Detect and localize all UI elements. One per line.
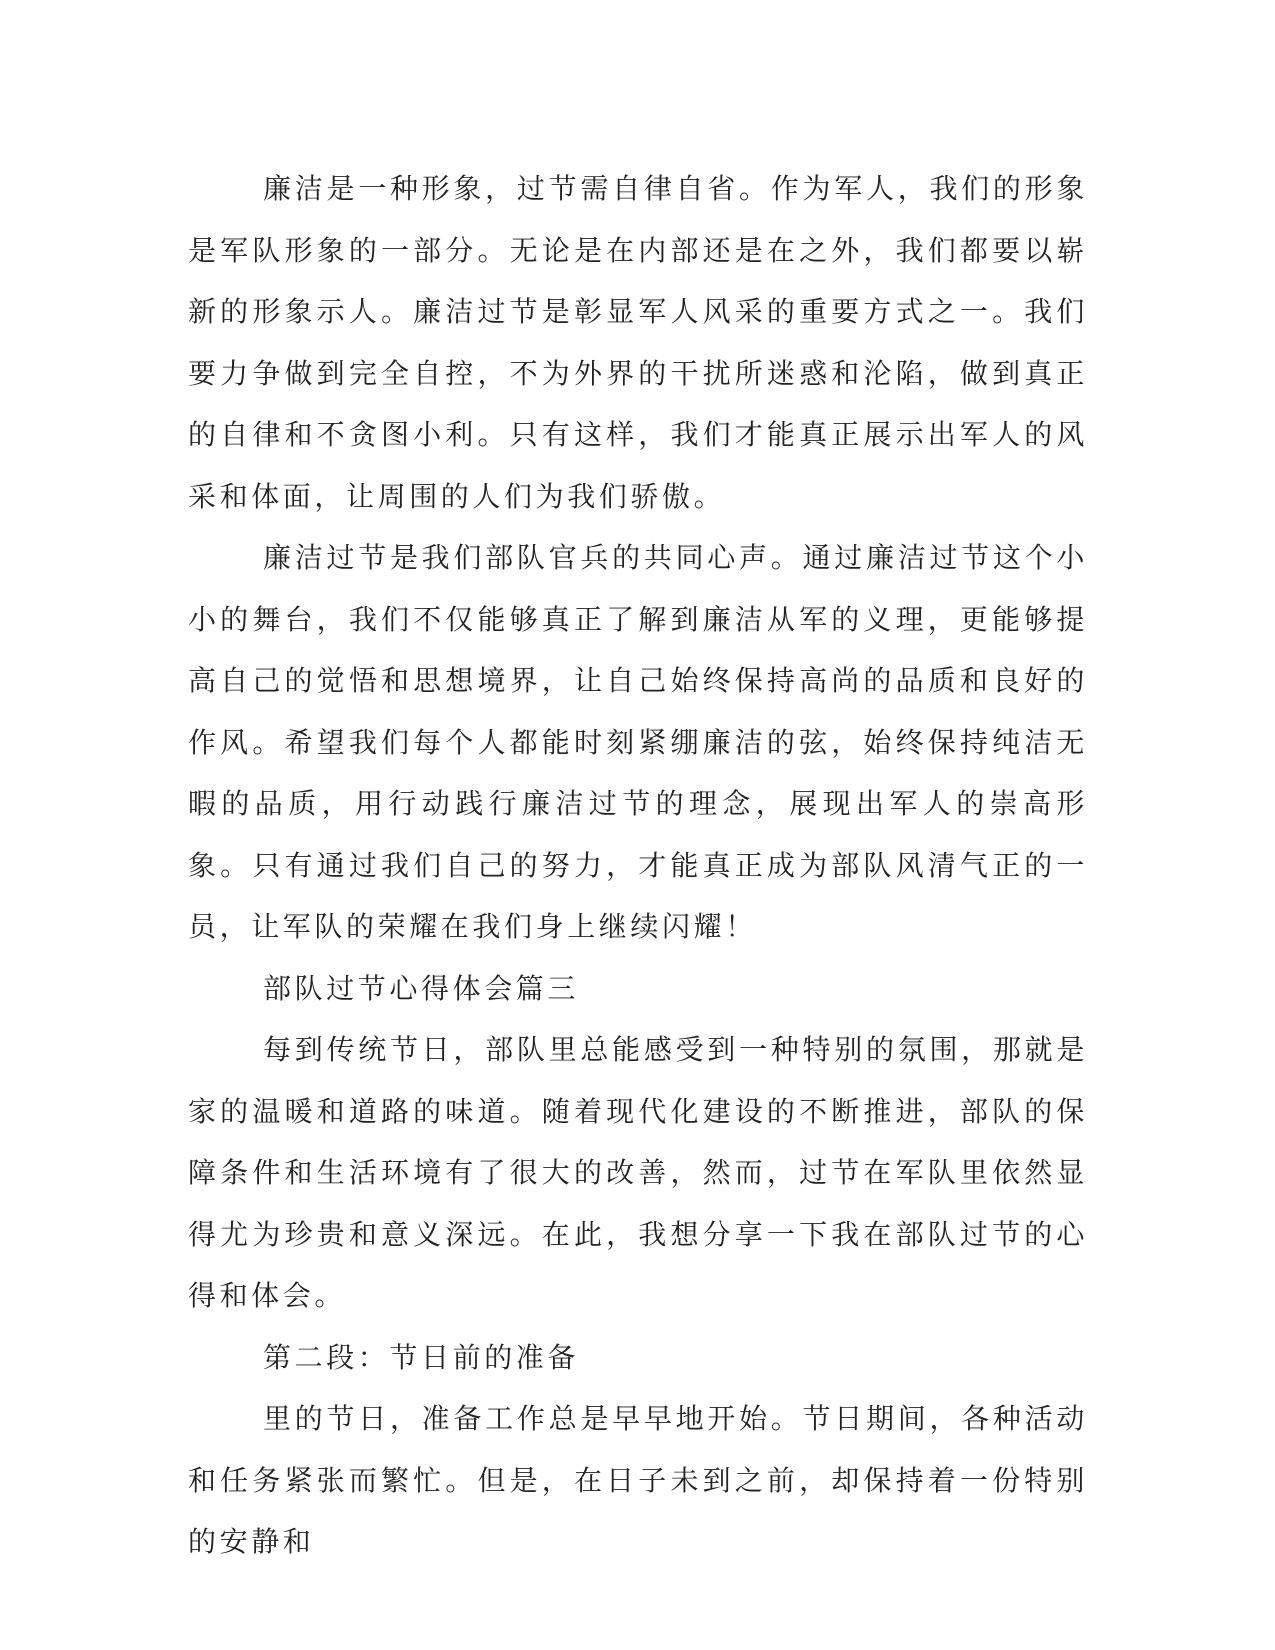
section-heading-preparation: 第二段：节日前的准备 — [263, 1340, 580, 1374]
paragraph-festival-atmosphere: 每到传统节日，部队里总能感受到一种特别的氛围，那就是家的温暖和道路的味道。随着现代化建设的不断推进，部队的保障条件和生活环境有了很大的改善，然而，过节在军队里依然显得尤为珍贵和意义深远。在此，我想分享一下我在部队过节的心得和体会。 — [188, 1033, 1088, 1312]
paragraph-preparation: 里的节日，准备工作总是早早地开始。节日期间，各种活动和任务紧张而繁忙。但是，在日子未到之前，却保持着一份特别的安静和 — [188, 1402, 1088, 1558]
paragraph-common-voice: 廉洁过节是我们部队官兵的共同心声。通过廉洁过节这个小小的舞台，我们不仅能够真正了解到廉洁从军的义理，更能够提高自己的觉悟和思想境界，让自己始终保持高尚的品质和良好的作风。希望我们每个人都能时刻紧绷廉洁的弦，始终保持纯洁无暇的品质，用行动践行廉洁过节的理念，展现出军人的崇高形象。只有通过我们自己的努力，才能真正成为部队风清气正的一员，让军队的荣耀在我们身上继续闪耀！ — [188, 541, 1088, 943]
paragraph-image-integrity: 廉洁是一种形象，过节需自律自省。作为军人，我们的形象是军队形象的一部分。无论是在内部还是在之外，我们都要以崭新的形象示人。廉洁过节是彰显军人风采的重要方式之一。我们要力争做到完全自控，不为外界的干扰所迷惑和沦陷，做到真正的自律和不贪图小利。只有这样，我们才能真正展示出军人的风采和体面，让周围的人们为我们骄傲。 — [188, 172, 1088, 513]
section-heading-part-three: 部队过节心得体会篇三 — [263, 971, 580, 1005]
document-body — [188, 158, 1088, 1573]
